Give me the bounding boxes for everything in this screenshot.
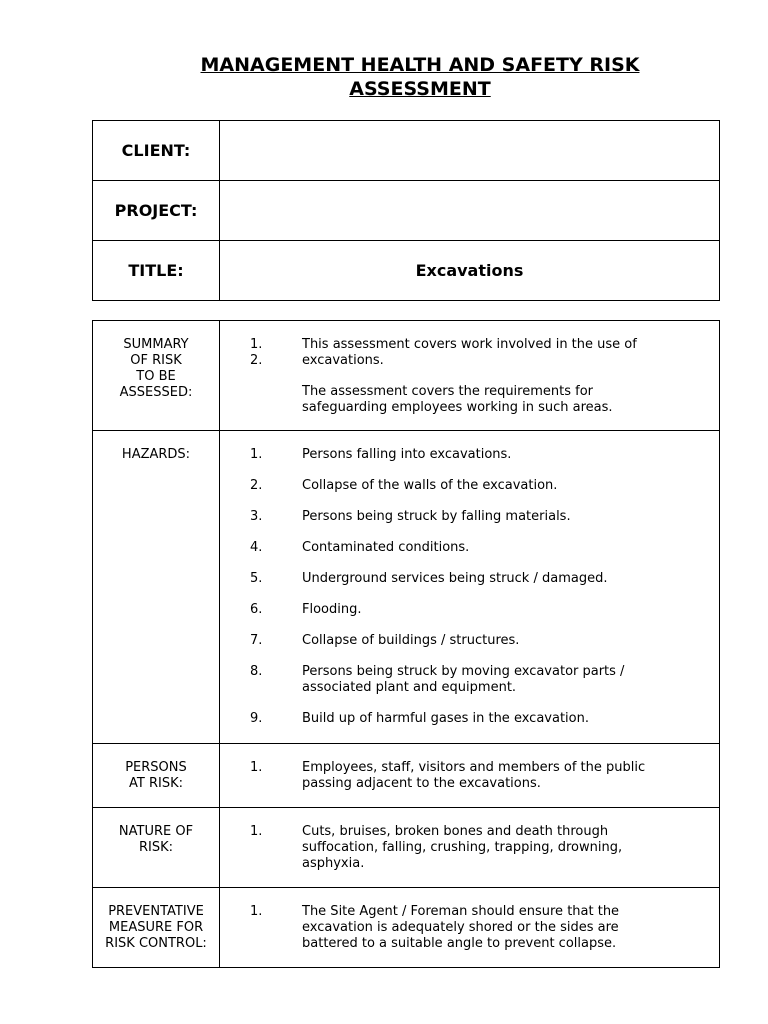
persons-at-risk-row bbox=[93, 744, 720, 808]
list-item: 1. Cuts, bruises, broken bones and death through suffocation, falling, crushing, trapping, drowning, asphyxia. bbox=[250, 824, 623, 871]
preventative-row bbox=[93, 888, 720, 968]
hazards-row bbox=[93, 431, 720, 744]
preventative-label: PREVENTATIVE MEASURE FOR RISK CONTROL: bbox=[93, 888, 220, 968]
list-item: 1. The Site Agent / Foreman should ensure that the excavation is adequately shored or the sides are battered to a suitable angle to prevent collapse. bbox=[250, 904, 620, 951]
nature-of-risk-row bbox=[93, 808, 720, 888]
client-label: CLIENT: bbox=[93, 121, 220, 181]
list-item: 8. Persons being struck by moving excavator parts / associated plant and equipment. bbox=[250, 664, 625, 695]
hazards-content bbox=[220, 431, 720, 744]
summary-text-1: This assessment covers work involved in the use of excavations. bbox=[302, 337, 637, 368]
summary-content bbox=[220, 321, 720, 431]
list-item: 5. Underground services being struck / damaged. bbox=[250, 571, 608, 586]
document-title bbox=[92, 53, 748, 101]
list-item: 7. Collapse of buildings / structures. bbox=[250, 633, 520, 648]
persons-at-risk-content bbox=[220, 744, 720, 808]
list-item: 1. Employees, staff, visitors and members of the public passing adjacent to the excavations. bbox=[250, 760, 646, 791]
summary-label: SUMMARY OF RISK TO BE ASSESSED: bbox=[93, 321, 220, 431]
project-row bbox=[93, 181, 720, 241]
nature-of-risk-label: NATURE OF RISK: bbox=[93, 808, 220, 888]
list-item: 4. Contaminated conditions. bbox=[250, 540, 470, 555]
title-value: Excavations bbox=[220, 241, 720, 301]
list-item: 6. Flooding. bbox=[250, 602, 362, 617]
nature-of-risk-content bbox=[220, 808, 720, 888]
list-item: 2. Collapse of the walls of the excavation. bbox=[250, 478, 558, 493]
preventative-content bbox=[220, 888, 720, 968]
summary-text-2: The assessment covers the requirements for safeguarding employees working in such areas. bbox=[302, 384, 613, 415]
summary-texts bbox=[302, 337, 674, 416]
client-row bbox=[93, 121, 720, 181]
risk-table bbox=[92, 320, 720, 968]
list-item: 9. Build up of harmful gases in the excavation. bbox=[250, 711, 589, 726]
project-label: PROJECT: bbox=[93, 181, 220, 241]
title-label: TITLE: bbox=[93, 241, 220, 301]
summary-numbers: 1. 2. bbox=[250, 337, 263, 368]
list-item: 3. Persons being struck by falling materials. bbox=[250, 509, 571, 524]
title-line-1: MANAGEMENT HEALTH AND SAFETY RISK bbox=[200, 54, 640, 76]
title-line-2: ASSESSMENT bbox=[349, 78, 491, 100]
persons-at-risk-label: PERSONS AT RISK: bbox=[93, 744, 220, 808]
list-item: 1. Persons falling into excavations. bbox=[250, 447, 512, 462]
summary-row bbox=[93, 321, 720, 431]
project-value bbox=[220, 181, 720, 241]
header-table bbox=[92, 120, 720, 301]
hazards-label: HAZARDS: bbox=[93, 431, 220, 744]
client-value bbox=[220, 121, 720, 181]
title-row bbox=[93, 241, 720, 301]
